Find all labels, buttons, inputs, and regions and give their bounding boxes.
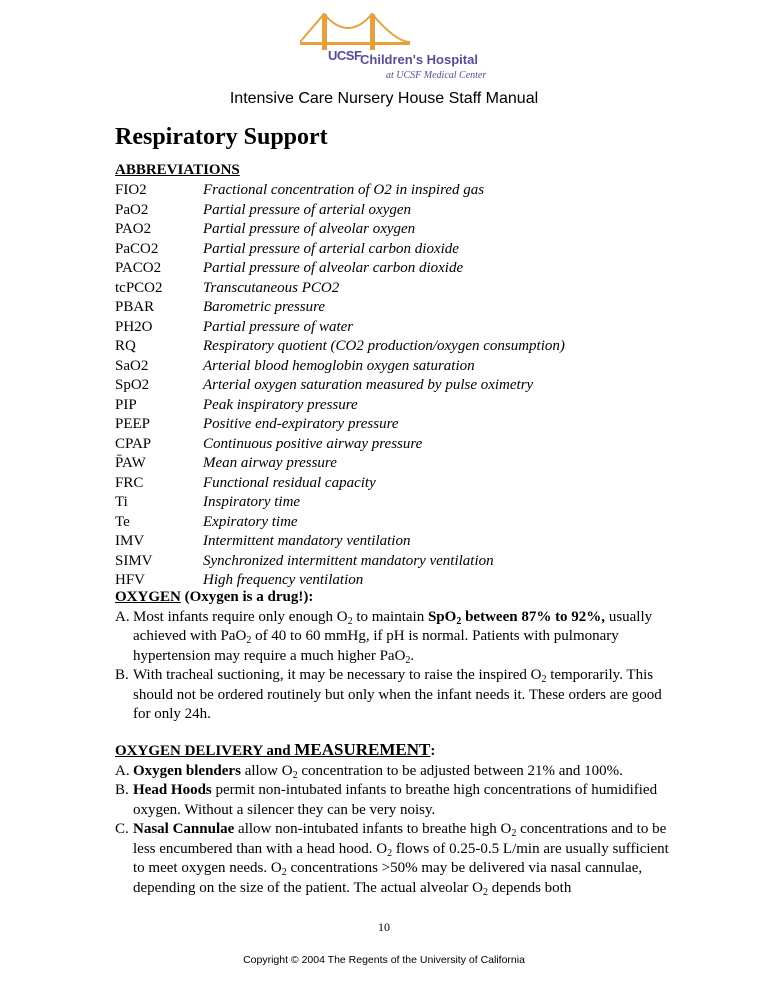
abbreviation-definition: Intermittent mandatory ventilation [203,533,411,549]
logo-subtitle: at UCSF Medical Center [386,70,487,81]
abbreviation-definition: Arterial blood hemoglobin oxygen saturation [203,357,475,374]
abbreviation-definition: Barometric pressure [203,299,326,315]
abbreviations-list [115,181,675,591]
delivery-item-a: A. Oxygen blenders allow $O_2$ concentration to be adjusted between 21% and 100%. [115,762,623,781]
logo-hospital-name: Children's Hospital [360,52,478,67]
oxygen-heading: OXYGEN (Oxygen is a drug!): [115,589,314,605]
abbreviation-definition: Partial pressure of alveolar carbon dioxide [203,260,464,276]
abbreviation-definition: Partial pressure of water [203,318,354,335]
abbreviation-definition: Mean airway pressure [203,455,337,471]
abbreviation-definition: Partial pressure of alveolar oxygen [203,221,416,237]
abbreviation-term: CPAP [115,435,152,452]
logo-ucsf-text: UCSF [328,48,362,63]
abbreviation-row [115,454,675,474]
abbreviation-definition: Fractional concentration of O2 in inspired gas [203,182,485,198]
delivery-item-b: B. Head Hoods permit non-intubated infants to breathe high concentrations of humidified oxygen. Without a silencer they can be very noisy. [115,782,658,818]
abbreviation-row [115,415,675,435]
abbreviation-row [115,513,675,533]
abbreviation-row [115,240,675,260]
abbreviation-definition: Synchronized intermittent mandatory ventilation [203,552,494,569]
golden-gate-bridge-icon [300,12,410,52]
abbreviation-term: tcPCO2 [115,279,163,296]
abbreviation-row [115,279,675,299]
abbreviation-term: SaO2 [115,357,149,374]
oxygen-delivery-section [115,740,675,898]
oxygen-item-b: B. With tracheal suctioning, it may be necessary to raise the inspired $O_2$ temporarily. This should not be ordered routinely but only when the infant needs it. These orders are good for only 24h. [115,667,662,722]
abbreviation-term: SIMV [115,552,153,569]
abbreviation-term: IMV [115,533,145,549]
abbreviation-term: Ti [115,494,128,510]
abbreviation-term: FRC [115,474,144,491]
abbreviation-definition: High frequency ventilation [203,572,364,588]
abbreviation-term: FIO2 [115,182,147,198]
oxygen-item-a: A. Most infants require only enough $O_2$ to maintain SpO$_2$ between 87% to 92%, usually achieved with PaO$_2$ of 40 to 60 mmHg, if pH is normal. Patients with pulmonary hypertension may require a much higher PaO$_2$. [115,608,653,666]
abbreviation-definition: Partial pressure of arterial oxygen [203,201,412,218]
abbreviation-row [115,357,675,377]
abbreviation-term: SpO2 [115,377,150,393]
abbreviation-definition: Functional residual capacity [203,474,376,491]
abbreviation-term: PACO2 [115,260,162,276]
abbreviation-row [115,298,675,318]
abbreviation-row [115,376,675,396]
abbreviation-row [115,493,675,513]
abbreviation-definition: Expiratory time [203,513,298,530]
abbreviation-term: Te [115,513,130,530]
abbreviation-definition: Peak inspiratory pressure [203,396,358,413]
abbreviation-term: PEEP [115,416,151,432]
abbreviation-row [115,220,675,240]
abbreviation-definition: Partial pressure of arterial carbon dioxide [203,240,459,257]
manual-title: Intensive Care Nursery House Staff Manual [229,90,539,107]
page-number: 10 [378,920,390,934]
abbreviation-term: PaCO2 [115,240,159,257]
abbreviation-term: PBAR [115,299,155,315]
abbreviation-term: P̄AW [115,455,146,471]
abbreviation-row [115,474,675,494]
abbreviation-row [115,435,675,455]
abbreviation-definition: Respiratory quotient (CO2 production/oxygen consumption) [203,338,565,354]
abbreviation-term: PAO2 [115,221,152,237]
abbreviation-row [115,532,675,552]
abbreviations-heading: ABBREVIATIONS [115,162,240,178]
abbreviation-definition: Arterial oxygen saturation measured by pulse oximetry [203,377,534,393]
abbreviation-definition: Transcutaneous PCO2 [203,279,340,296]
abbreviation-row [115,318,675,338]
abbreviation-row [115,552,675,572]
abbreviation-term: PH2O [115,318,153,335]
abbreviation-term: RQ [115,338,136,354]
abbreviation-row [115,396,675,416]
delivery-item-c: C. Nasal Cannulae allow non-intubated infants to breathe high $O_2$ concentrations and to be less encumbered than with a head hood. $O_2$ flows of 0.25-0.5 L/min are usually sufficient to meet oxygen needs. $O_2$ concentrations >50% may be delivered via nasal cannulae, depending on the size of the patient. The actual alveolar $O_2$ depends both [115,821,669,898]
page-title: Respiratory Support [115,124,328,150]
abbreviation-term: PIP [115,396,137,413]
abbreviation-row [115,201,675,221]
abbreviation-term: PaO2 [115,201,149,218]
abbreviation-definition: Inspiratory time [203,494,301,510]
abbreviation-row [115,181,675,201]
copyright-notice: Copyright © 2004 The Regents of the University of California [243,954,525,966]
abbreviation-definition: Continuous positive airway pressure [203,435,423,452]
oxygen-section [115,588,675,725]
abbreviation-definition: Positive end-expiratory pressure [203,416,399,432]
abbreviation-row [115,337,675,357]
oxygen-delivery-heading: OXYGEN DELIVERY and MEASUREMENT: [115,740,436,759]
abbreviation-row [115,259,675,279]
abbreviation-term: HFV [115,572,146,588]
hospital-logo [300,12,500,82]
